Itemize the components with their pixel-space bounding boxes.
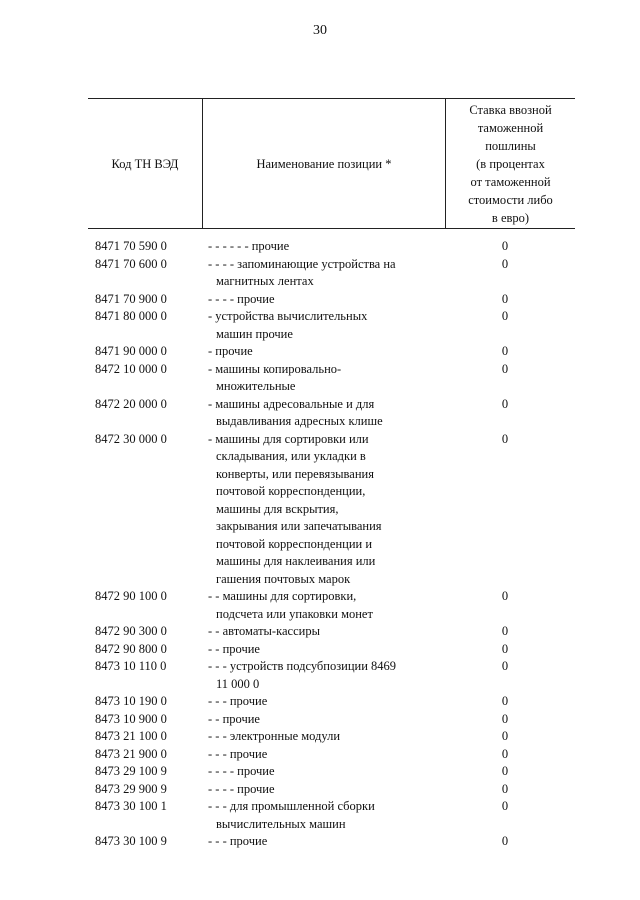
duty-rate: 0 bbox=[501, 641, 509, 656]
table-row bbox=[0, 746, 640, 764]
table-row bbox=[0, 396, 640, 431]
position-name-line: - - - устройств подсубпозиции 8469 bbox=[208, 659, 397, 673]
position-name-line: закрывания или запечатывания bbox=[216, 519, 382, 533]
duty-rate: 0 bbox=[501, 396, 509, 411]
position-name-line: множительные bbox=[216, 379, 296, 393]
position-name bbox=[208, 711, 458, 729]
duty-rate: 0 bbox=[501, 799, 509, 813]
tn-ved-code: 8472 90 800 0 bbox=[95, 641, 167, 656]
position-name-line: складывания, или укладки в bbox=[216, 449, 366, 463]
tn-ved-code: 8471 70 590 0 bbox=[95, 239, 167, 253]
duty-rate: 0 bbox=[501, 256, 509, 271]
tn-ved-code: 8473 30 100 1 bbox=[95, 799, 167, 813]
duty-rate: 0 bbox=[501, 624, 509, 638]
duty-rate: 0 bbox=[501, 344, 509, 358]
position-name-line: 11 000 0 bbox=[216, 676, 260, 691]
position-name-line: - машины для сортировки или bbox=[208, 431, 369, 446]
tn-ved-code: 8471 70 600 0 bbox=[95, 256, 167, 271]
header-rate: Ставка ввозной таможенной пошлины (в процентах от таможенной стоимости либо в евро) bbox=[468, 102, 553, 225]
position-name-line: - - - - прочие bbox=[208, 781, 275, 796]
position-name-line: - - прочие bbox=[208, 711, 260, 726]
position-name-line: гашения почтовых марок bbox=[216, 571, 351, 586]
tn-ved-code: 8473 10 110 0 bbox=[95, 659, 167, 673]
position-name-line: - - автоматы-кассиры bbox=[208, 624, 320, 638]
table-row bbox=[0, 623, 640, 641]
table-row bbox=[0, 256, 640, 291]
position-name bbox=[208, 396, 458, 431]
tn-ved-code: 8471 70 900 0 bbox=[95, 291, 167, 306]
position-name bbox=[208, 623, 458, 641]
table-row bbox=[0, 711, 640, 729]
position-name-line: - - - прочие bbox=[208, 694, 268, 708]
table-row bbox=[0, 431, 640, 589]
tn-ved-code: 8473 21 900 0 bbox=[95, 746, 167, 761]
position-name-line: конверты, или перевязывания bbox=[216, 466, 374, 481]
tn-ved-code: 8473 29 100 9 bbox=[95, 764, 167, 778]
table-row bbox=[0, 238, 640, 256]
position-name bbox=[208, 308, 458, 343]
position-name-line: выдавливания адресных клише bbox=[216, 414, 383, 428]
position-name bbox=[208, 798, 458, 833]
table-row bbox=[0, 833, 640, 851]
table-row bbox=[0, 308, 640, 343]
position-name bbox=[208, 833, 458, 851]
position-name-line: - - - - запоминающие устройства на bbox=[208, 256, 396, 271]
position-name-line: - - - - - - прочие bbox=[208, 239, 290, 253]
position-name-line: - машины копировально- bbox=[208, 361, 342, 376]
position-name bbox=[208, 781, 458, 799]
position-name-line: вычислительных машин bbox=[216, 816, 346, 831]
position-name bbox=[208, 641, 458, 659]
position-name-line: - - - - прочие bbox=[208, 764, 275, 778]
duty-rate: 0 bbox=[501, 711, 509, 726]
table-row bbox=[0, 763, 640, 781]
duty-rate: 0 bbox=[501, 589, 509, 603]
position-name-line: - прочие bbox=[208, 344, 253, 358]
position-name-line: - - - электронные модули bbox=[208, 729, 341, 743]
position-name bbox=[208, 728, 458, 746]
duty-rate: 0 bbox=[501, 781, 509, 796]
tn-ved-code: 8472 90 300 0 bbox=[95, 624, 167, 638]
position-name-line: машины для наклеивания или bbox=[216, 554, 376, 568]
table-row bbox=[0, 588, 640, 623]
table-row bbox=[0, 343, 640, 361]
position-name bbox=[208, 588, 458, 623]
position-name-line: машины для вскрытия, bbox=[216, 501, 339, 516]
table-row bbox=[0, 781, 640, 799]
position-name bbox=[208, 746, 458, 764]
table-row bbox=[0, 728, 640, 746]
position-name bbox=[208, 693, 458, 711]
table-row bbox=[0, 693, 640, 711]
position-name bbox=[208, 763, 458, 781]
position-name bbox=[208, 658, 458, 693]
page-number: 30 bbox=[313, 23, 327, 38]
header-name: Наименование позиции * bbox=[256, 156, 392, 171]
table-row bbox=[0, 641, 640, 659]
position-name bbox=[208, 431, 458, 589]
duty-rate: 0 bbox=[501, 659, 509, 673]
table-row bbox=[0, 291, 640, 309]
duty-rate: 0 bbox=[501, 764, 509, 778]
tn-ved-code: 8472 90 100 0 bbox=[95, 589, 167, 603]
position-name-line: магнитных лентах bbox=[216, 274, 314, 288]
position-name-line: - - - для промышленной сборки bbox=[208, 799, 375, 813]
duty-rate: 0 bbox=[501, 239, 509, 253]
position-name-line: - - - - прочие bbox=[208, 291, 275, 306]
position-name-line: - - прочие bbox=[208, 641, 260, 656]
position-name bbox=[208, 361, 458, 396]
duty-rate: 0 bbox=[501, 694, 509, 708]
tn-ved-code: 8471 90 000 0 bbox=[95, 344, 167, 358]
tn-ved-code: 8473 29 900 9 bbox=[95, 781, 167, 796]
position-name bbox=[208, 256, 458, 291]
position-name-line: - - - прочие bbox=[208, 746, 268, 761]
position-name bbox=[208, 238, 458, 256]
tn-ved-code: 8472 30 000 0 bbox=[95, 431, 167, 446]
duty-rate: 0 bbox=[501, 291, 509, 306]
tn-ved-code: 8473 21 100 0 bbox=[95, 729, 167, 743]
tariff-table-body bbox=[0, 238, 640, 851]
position-name bbox=[208, 291, 458, 309]
tn-ved-code: 8472 20 000 0 bbox=[95, 396, 167, 411]
duty-rate: 0 bbox=[501, 834, 509, 848]
duty-rate: 0 bbox=[501, 746, 509, 761]
tn-ved-code: 8472 10 000 0 bbox=[95, 361, 167, 376]
position-name-line: - устройства вычислительных bbox=[208, 309, 368, 323]
position-name-line: - - машины для сортировки, bbox=[208, 589, 357, 603]
position-name-line: почтовой корреспонденции и bbox=[216, 536, 373, 551]
position-name-line: подсчета или упаковки монет bbox=[216, 606, 373, 621]
duty-rate: 0 bbox=[501, 309, 509, 323]
table-row bbox=[0, 798, 640, 833]
table-row bbox=[0, 361, 640, 396]
tn-ved-code: 8473 30 100 9 bbox=[95, 834, 167, 848]
header-code: Код ТН ВЭД bbox=[111, 156, 179, 171]
tn-ved-code: 8473 10 900 0 bbox=[95, 711, 167, 726]
duty-rate: 0 bbox=[501, 361, 509, 376]
position-name-line: - машины адресовальные и для bbox=[208, 396, 375, 411]
position-name bbox=[208, 343, 458, 361]
tn-ved-code: 8473 10 190 0 bbox=[95, 694, 167, 708]
table-header bbox=[88, 98, 575, 229]
position-name-line: - - - прочие bbox=[208, 834, 268, 848]
duty-rate: 0 bbox=[501, 431, 509, 446]
position-name-line: машин прочие bbox=[216, 326, 293, 341]
duty-rate: 0 bbox=[501, 729, 509, 743]
table-row bbox=[0, 658, 640, 693]
tn-ved-code: 8471 80 000 0 bbox=[95, 309, 167, 323]
position-name-line: почтовой корреспонденции, bbox=[216, 484, 366, 498]
